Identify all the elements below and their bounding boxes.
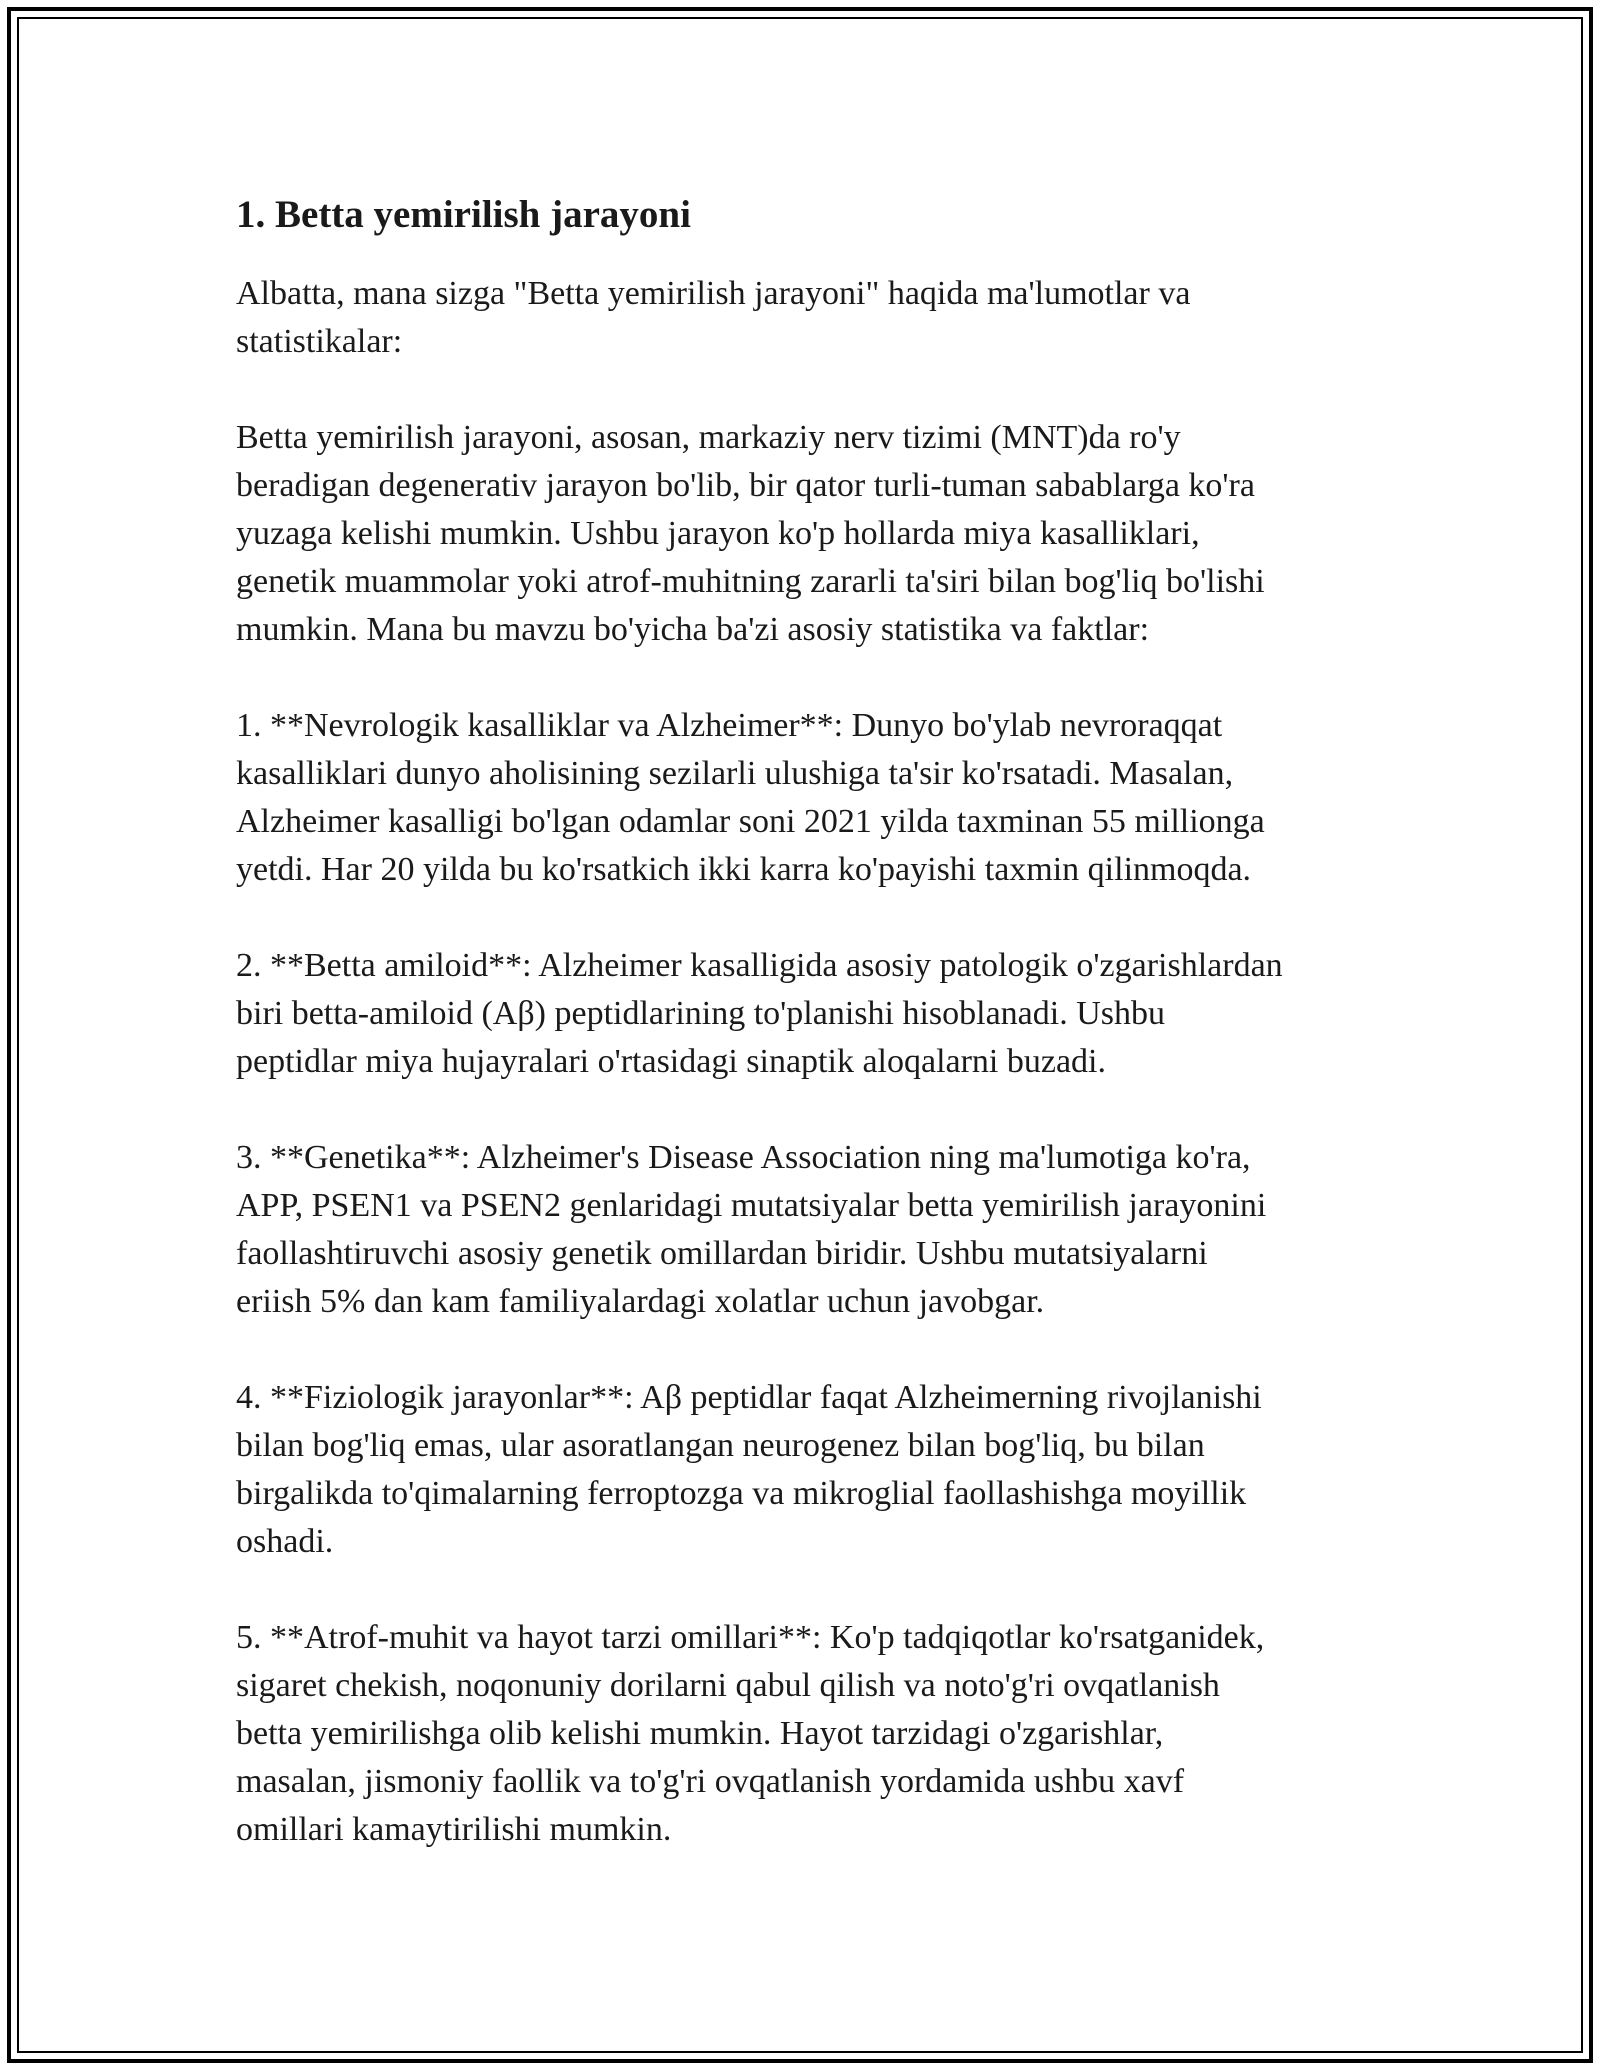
fact-item-physiological: 4. **Fiziologik jarayonlar**: Aβ peptidlar faqat Alzheimerning rivojlanishi bilan bog'liq emas, ular asoratlangan neurogenez bilan bog'liq, bu bilan birgalikda to'qimalarning ferroptozga va mikroglial faollashishga moyillik oshadi. [236,1379,1262,1560]
fact-item-environment: 5. **Atrof-muhit va hayot tarzi omillari**: Ko'p tadqiqotlar ko'rsatganidek, sigaret chekish, noqonuniy dorilarni qabul qilish va noto'g'ri ovqatlanish betta yemirilishga olib kelishi mumkin. Hayot tarzidagi o'zgarishlar, masalan, jismoniy faollik va to'g'ri ovqatlanish yordamida ushbu xavf omillari kamaytirilishi mumkin. [236,1619,1265,1848]
fact-item-genetics: 3. **Genetika**: Alzheimer's Disease Association ning ma'lumotiga ko'ra, APP, PSEN1 va PSEN2 genlaridagi mutatsiyalar betta yemirilish jarayonini faollashtiruvchi asosiy genetik omillardan biridir. Ushbu mutatsiyalarni eriish 5% dan kam familiyalardagi xolatlar uchun javobgar. [236,1139,1267,1320]
fact-item-beta-amyloid: 2. **Betta amiloid**: Alzheimer kasalligida asosiy patologik o'zgarishlardan biri betta-amiloid (Aβ) peptidlarining to'planishi hisoblanadi. Ushbu peptidlar miya hujayralari o'rtasidagi sinaptik aloqalarni buzadi. [236,947,1283,1080]
overview-paragraph: Betta yemirilish jarayoni, asosan, markaziy nerv tizimi (MNT)da ro'y beradigan degenerativ jarayon bo'lib, bir qator turli-tuman sabablarga ko'ra yuzaga kelishi mumkin. Ushbu jarayon ko'p hollarda miya kasalliklari, genetik muammolar yoki atrof-muhitning zararli ta'siri bilan bog'liq bo'lishi mumkin. Mana bu mavzu bo'yicha ba'zi asosiy statistika va faktlar: [236,419,1265,648]
document-body [236,186,1386,1902]
document-title: 1. Betta yemirilish jarayoni [236,193,691,236]
fact-item-neurological: 1. **Nevrologik kasalliklar va Alzheimer**: Dunyo bo'ylab nevroraqqat kasalliklari dunyo aholisining sezilarli ulushiga ta'sir ko'rsatadi. Masalan, Alzheimer kasalligi bo'lgan odamlar soni 2021 yilda taxminan 55 millionga yetdi. Har 20 yilda bu ko'rsatkich ikki karra ko'payishi taxmin qilinmoqda. [236,707,1265,888]
intro-paragraph: Albatta, mana sizga "Betta yemirilish jarayoni" haqida ma'lumotlar va statistikalar: [236,275,1191,360]
